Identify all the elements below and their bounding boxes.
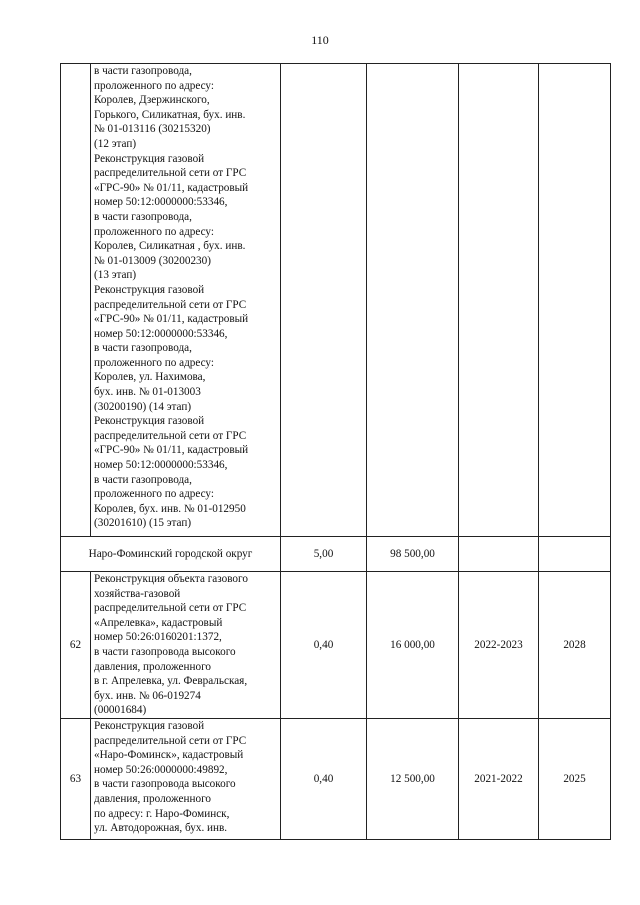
row-number: 63 <box>61 719 91 840</box>
row-cost: 12 500,00 <box>367 719 459 840</box>
district-period <box>459 537 539 572</box>
row-description: Реконструкция газовой распределительной сети от ГРС «Наро-Фоминск», кадастровый номер 50:26:0000000:49892, в части газопровода высокого давления, проложенного по адресу: г. Наро-Фоминск, ул. Автодорожная, бух. инв. <box>91 719 281 840</box>
row-cost: 16 000,00 <box>367 572 459 719</box>
row-year: 2028 <box>539 572 611 719</box>
district-row <box>61 537 611 572</box>
page-number: 110 <box>311 33 329 47</box>
gas-network-table <box>60 63 611 840</box>
table-row <box>61 719 611 840</box>
row-number: 62 <box>61 572 91 719</box>
row-period: 2022-2023 <box>459 572 539 719</box>
year-cell <box>539 64 611 537</box>
continuation-row <box>61 64 611 537</box>
row-number-cell <box>61 64 91 537</box>
row-description: Реконструкция объекта газового хозяйства-газовой распределительной сети от ГРС «Апрелевка», кадастровый номер 50:26:0160201:1372, в части газопровода высокого давления, проложенного в г. Апрелевка, ул. Февральская, бух. инв. № 06-019274 (00001684) <box>91 572 281 719</box>
district-name: Наро-Фоминский городской округ <box>61 537 281 572</box>
row-period: 2021-2022 <box>459 719 539 840</box>
district-year <box>539 537 611 572</box>
district-length: 5,00 <box>281 537 367 572</box>
description-cell: в части газопровода, проложенного по адресу: Королев, Дзержинского, Горького, Силикатная, бух. инв. № 01-013116 (30215320) (12 этап) Реконструкция газовой распределительной сети от ГРС «ГРС-90» № 01/11, кадастровый номер 50:12:0000000:53346, в части газопровода, проложенного по адресу: Королев, Силикатная , бух. инв. № 01-013009 (30200230) (13 этап) Реконструкция газовой распределительной сети от ГРС «ГРС-90» № 01/11, кадастровый номер 50:12:0000000:53346, в части газопровода, проложенного по адресу: Королев, ул. Нахимова, бух. инв. № 01-013003 (30200190) (14 этап) Реконструкция газовой распределительной сети от ГРС «ГРС-90» № 01/11, кадастровый номер 50:12:0000000:53346, в части газопровода, проложенного по адресу: Королев, бух. инв. № 01-012950 (30201610) (15 этап) <box>91 64 281 537</box>
table-row <box>61 572 611 719</box>
cost-cell <box>367 64 459 537</box>
row-length: 0,40 <box>281 719 367 840</box>
row-year: 2025 <box>539 719 611 840</box>
length-cell <box>281 64 367 537</box>
period-cell <box>459 64 539 537</box>
row-length: 0,40 <box>281 572 367 719</box>
district-cost: 98 500,00 <box>367 537 459 572</box>
